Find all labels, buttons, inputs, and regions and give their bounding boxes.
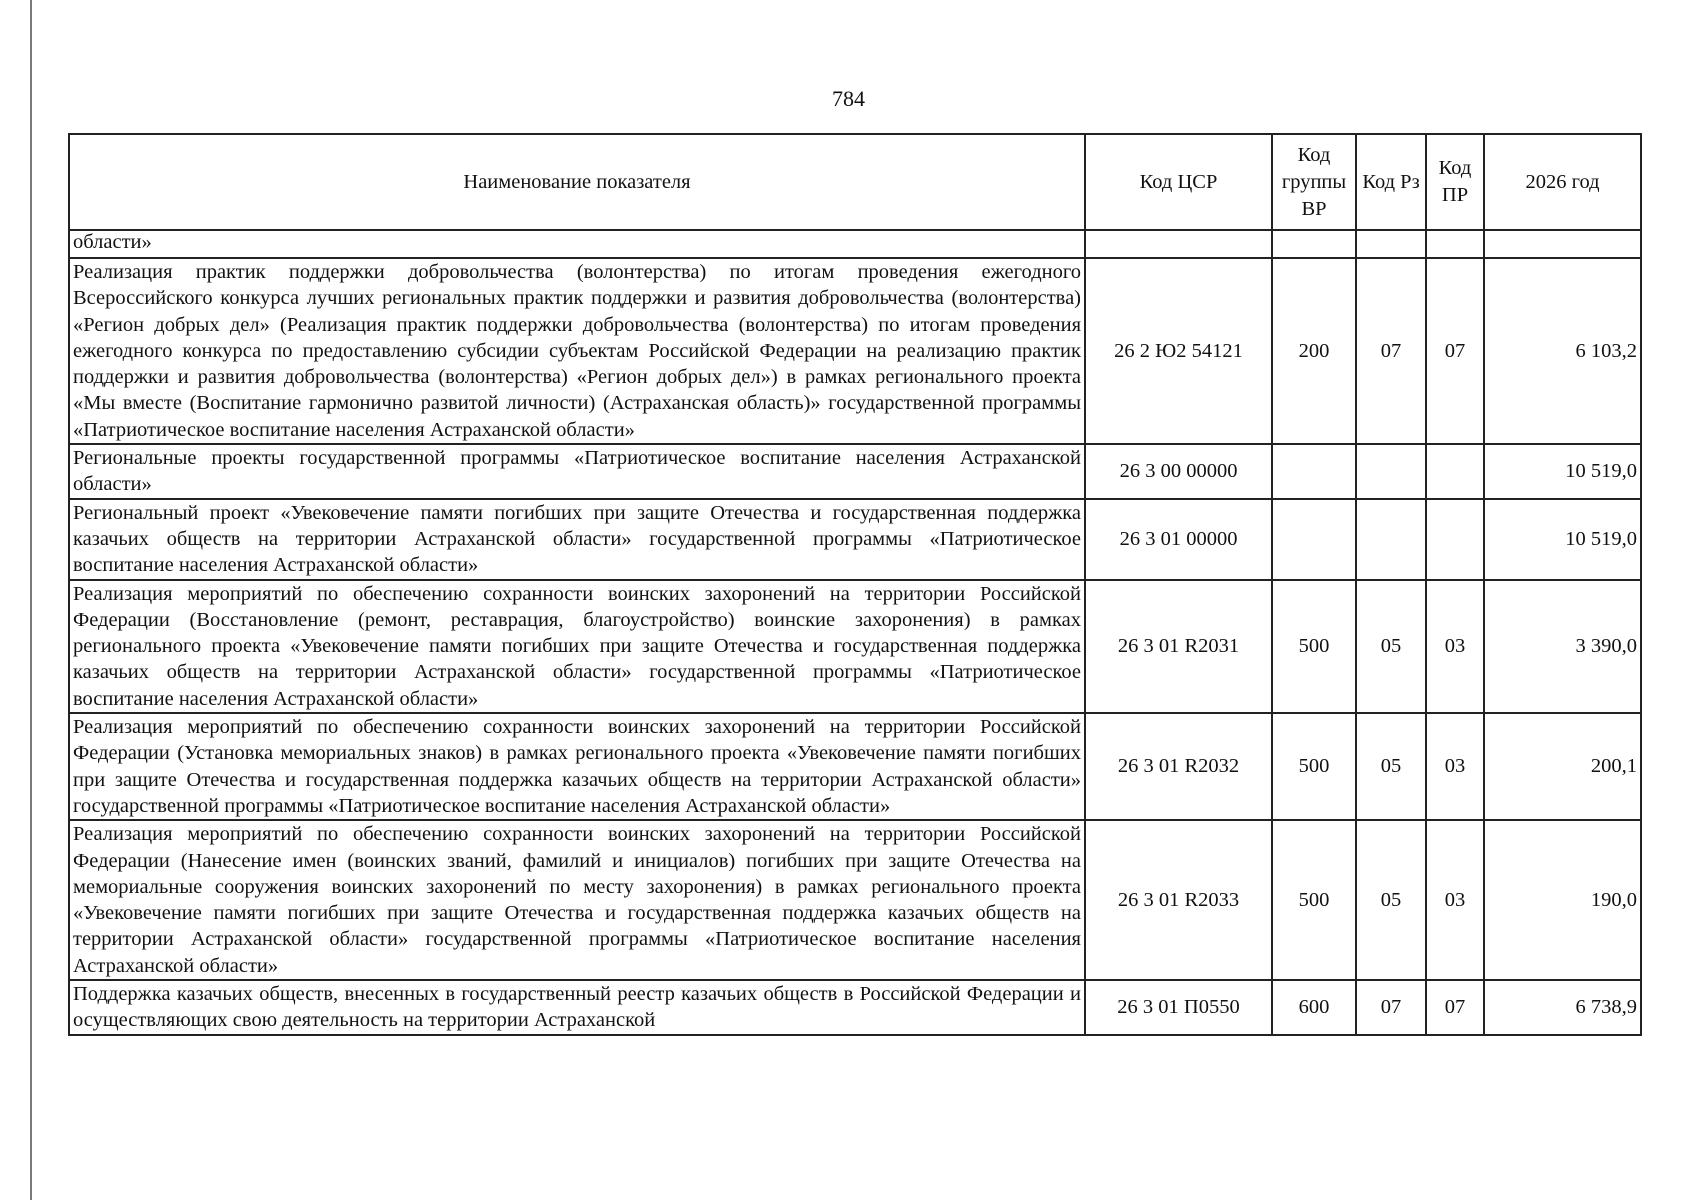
row-csr-code: 26 3 01 R2032 <box>1085 713 1272 820</box>
row-amount: 6 103,2 <box>1484 258 1641 444</box>
row-rz-code: 05 <box>1356 713 1426 820</box>
row-rz-code <box>1356 499 1426 580</box>
row-rz-code: 05 <box>1356 820 1426 980</box>
row-pr-code: 07 <box>1426 258 1484 444</box>
table-row <box>69 230 1641 258</box>
row-vr-code: 600 <box>1272 980 1356 1035</box>
row-name: Региональные проекты государственной программы «Патриотическое воспитание населения Астраханской области» <box>69 444 1085 499</box>
row-pr-code: 03 <box>1426 580 1484 713</box>
row-pr-code: 07 <box>1426 980 1484 1035</box>
page-number: 784 <box>832 86 865 111</box>
header-year-2026: 2026 год <box>1484 134 1641 230</box>
header-vr-code: Код группы ВР <box>1272 134 1356 230</box>
row-name: Поддержка казачьих обществ, внесенных в государственный реестр казачьих обществ в Российской Федерации и осуществляющих свою деятельность на территории Астраханской <box>69 980 1085 1035</box>
row-name: области» <box>69 230 1085 258</box>
row-csr-code: 26 3 00 00000 <box>1085 444 1272 499</box>
row-amount: 3 390,0 <box>1484 580 1641 713</box>
row-pr-code: 03 <box>1426 820 1484 980</box>
row-vr-code <box>1272 499 1356 580</box>
table-row <box>69 713 1641 820</box>
row-csr-code: 26 3 01 П0550 <box>1085 980 1272 1035</box>
row-name: Реализация мероприятий по обеспечению сохранности воинских захоронений на территории Российской Федерации (Установка мемориальных знаков) в рамках регионального проекта «Увековечение памяти погибших при защите Отечества и государственная поддержка казачьих обществ на территории Астраханской области» государственной программы «Патриотическое воспитание населения Астраханской области» <box>69 713 1085 820</box>
scan-edge-line <box>30 0 32 1200</box>
table-row <box>69 580 1641 713</box>
row-name: Реализация практик поддержки добровольчества (волонтерства) по итогам проведения ежегодного Всероссийского конкурса лучших региональных практик поддержки и развития добровольчества (волонтерства) «Регион добрых дел» (Реализация практик поддержки добровольчества (волонтерства) по итогам проведения ежегодного конкурса по предоставлению субсидии субъектам Российской Федерации на реализацию практик поддержки и развития добровольчества (волонтерства) «Регион добрых дел») в рамках регионального проекта «Мы вместе (Воспитание гармонично развитой личности) (Астраханская область)» государственной программы «Патриотическое воспитание населения Астраханской области» <box>69 258 1085 444</box>
budget-table <box>68 133 1642 1036</box>
header-pr-code: Код ПР <box>1426 134 1484 230</box>
table-header-row <box>69 134 1641 230</box>
row-rz-code: 07 <box>1356 980 1426 1035</box>
row-name: Реализация мероприятий по обеспечению сохранности воинских захоронений на территории Российской Федерации (Нанесение имен (воинских званий, фамилий и инициалов) погибших при защите Отечества на мемориальные сооружения воинских захоронений по месту захоронения) в рамках регионального проекта «Увековечение памяти погибших при защите Отечества и государственная поддержка казачьих обществ на территории Астраханской области» государственной программы «Патриотическое воспитание населения Астраханской области» <box>69 820 1085 980</box>
row-rz-code <box>1356 444 1426 499</box>
row-vr-code: 500 <box>1272 580 1356 713</box>
row-csr-code <box>1085 230 1272 258</box>
row-amount <box>1484 230 1641 258</box>
row-csr-code: 26 3 01 00000 <box>1085 499 1272 580</box>
row-pr-code <box>1426 499 1484 580</box>
header-csr-code: Код ЦСР <box>1085 134 1272 230</box>
row-pr-code: 03 <box>1426 713 1484 820</box>
row-vr-code <box>1272 444 1356 499</box>
row-rz-code: 07 <box>1356 258 1426 444</box>
header-name: Наименование показателя <box>69 134 1085 230</box>
table-row <box>69 980 1641 1035</box>
row-vr-code <box>1272 230 1356 258</box>
row-amount: 10 519,0 <box>1484 499 1641 580</box>
row-amount: 190,0 <box>1484 820 1641 980</box>
row-amount: 6 738,9 <box>1484 980 1641 1035</box>
row-vr-code: 500 <box>1272 713 1356 820</box>
row-csr-code: 26 3 01 R2031 <box>1085 580 1272 713</box>
table-row <box>69 820 1641 980</box>
row-vr-code: 500 <box>1272 820 1356 980</box>
table-row <box>69 258 1641 444</box>
row-rz-code: 05 <box>1356 580 1426 713</box>
row-name: Региональный проект «Увековечение памяти погибших при защите Отечества и государственная поддержка казачьих обществ на территории Астраханской области» государственной программы «Патриотическое воспитание населения Астраханской области» <box>69 499 1085 580</box>
row-amount: 10 519,0 <box>1484 444 1641 499</box>
row-pr-code <box>1426 444 1484 499</box>
row-csr-code: 26 3 01 R2033 <box>1085 820 1272 980</box>
row-pr-code <box>1426 230 1484 258</box>
row-rz-code <box>1356 230 1426 258</box>
header-rz-code: Код Рз <box>1356 134 1426 230</box>
row-name: Реализация мероприятий по обеспечению сохранности воинских захоронений на территории Российской Федерации (Восстановление (ремонт, реставрация, благоустройство) воинские захоронения) в рамках регионального проекта «Увековечение памяти погибших при защите Отечества и государственная поддержка казачьих обществ на территории Астраханской области» государственной программы «Патриотическое воспитание населения Астраханской области» <box>69 580 1085 713</box>
row-amount: 200,1 <box>1484 713 1641 820</box>
table-row <box>69 444 1641 499</box>
row-vr-code: 200 <box>1272 258 1356 444</box>
row-csr-code: 26 2 Ю2 54121 <box>1085 258 1272 444</box>
table-row <box>69 499 1641 580</box>
